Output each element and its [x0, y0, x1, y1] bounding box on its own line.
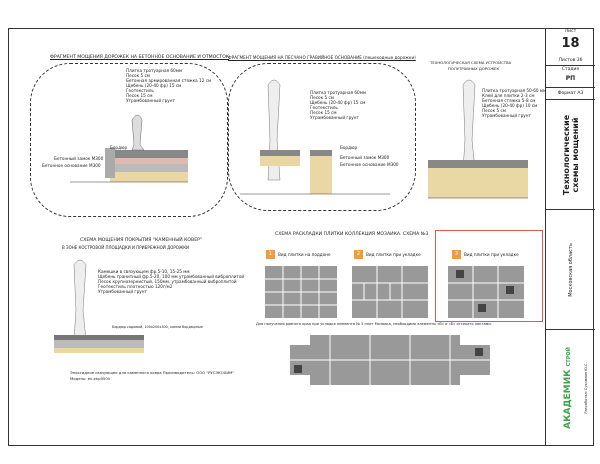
sheet-label: Лист: [564, 29, 577, 34]
section2-layer: Плитка тротуарная 60мм: [310, 90, 367, 95]
section3-title-line2: ПОЛУТРАВНЫХ ДОРОЖЕК: [448, 66, 500, 71]
tile-mosaic-overview: [290, 330, 490, 390]
section4-title-line2: В ЗОНЕ КОСТРОВОЙ ПЛОЩАДКИ И ПРИБРЕЖНОЙ ДОРОЖКИ: [62, 245, 190, 250]
section4-note-line2: Модель: ev-ekp950V: [70, 376, 111, 381]
section2-layer: Песок 5 см: [310, 95, 334, 100]
section4-side-label: Бордюр садовый, 100х200х300, камни бордюрные: [112, 325, 203, 329]
section3-title-line1: ТЕХНОЛОГИЧЕСКАЯ СХЕМА УСТРОЙСТВА: [430, 60, 512, 65]
section2-side-label: Бетонное основание М300: [340, 162, 399, 167]
section2-side-label: Бордюр: [340, 145, 358, 150]
section4-note-line1: Эпоксидное связующее для каменного ковра Производитель: ООО "РУСЭКОХИМ": [70, 370, 235, 375]
section1-layer: Щебень (20-40 фр) 15 см: [126, 83, 182, 88]
logo-text: [563, 347, 573, 429]
region-text: Московская область: [567, 242, 574, 297]
section2-layer: Щебень (20-40 фр) 15 см: [310, 100, 366, 105]
section3-layer: Утрамбованный грунт: [482, 113, 531, 118]
section5-title: СХЕМА РАСКЛАДКИ ПЛИТКИ КОЛЛЕКЦИЯ МОЗАИКА. СХЕМА №3: [275, 232, 429, 237]
section3-layer: Клей для плитки 2-3 см: [482, 93, 535, 98]
section2-layer: Утрамбованный грунт: [310, 115, 359, 120]
section4-layer: Утрамбованный грунт: [98, 289, 147, 294]
stage-label: Стадия: [561, 67, 580, 72]
step-badge-2: 2: [354, 250, 363, 259]
section1-layer: Песок 15 см: [126, 93, 153, 98]
section4-layer: Щебень гранитный фр.5-20, 100 мм утрамбованный виброплитой: [98, 274, 245, 279]
sheets-label: Листов 36: [558, 58, 583, 63]
section4-layer-list: [98, 269, 244, 294]
section1-side-label: Бетонное основание М300: [42, 163, 101, 168]
step-badge-3: 3: [452, 250, 461, 259]
section4-layer: Песок крупнозернистый, 150мм, утрамбованный виброплитой: [98, 279, 237, 284]
section3-layer: Песок 5 см: [482, 108, 506, 113]
tile-pallet-view: [265, 266, 337, 318]
section3-layer: Плитка тротуарная 50-60 мм: [482, 88, 547, 93]
format-label: Формат А3: [557, 91, 584, 96]
section4-layer: Геотекстиль плотностью 120г/м2: [98, 284, 173, 289]
sheet-number: 18: [561, 36, 580, 51]
stage-value: РП: [565, 75, 576, 82]
section1-layer: Плитка тротуарная 60мм: [126, 68, 183, 73]
stage-cell: [546, 66, 595, 88]
section2-layer-list: [310, 90, 366, 120]
sheet-number-cell: [546, 28, 595, 66]
region-cell: [546, 210, 595, 330]
section3-layer-list: [482, 88, 546, 118]
logo-cell: [546, 330, 595, 446]
section1-layer-list: [126, 68, 211, 103]
section1-side-label: Бордюр: [110, 145, 128, 150]
section1-layer: Песок 5 см: [126, 73, 150, 78]
section1-title: ФРАГМЕНТ МОЩЕНИЯ ДОРОЖЕК НА БЕТОННОЕ ОСНОВАНИЕ И ОТМОСТОК: [50, 55, 230, 60]
section5-note: Для получения ровного края при укладке элемента № 3 плит Мозаика, необходимо элементы «В» и «Б» отсекать листами.: [256, 322, 492, 326]
section2-layer: Песок 15 см: [310, 110, 337, 115]
view-label-1: Вид плитки на поддоне: [278, 252, 331, 257]
view-label-2: Вид плитки при укладке: [366, 252, 421, 257]
tile-laying-view: [352, 266, 428, 318]
section1-layer: Бетонная армированная стяжка 12 см: [126, 78, 212, 83]
section3-layer: Бетонная стяжка 5-8 см: [482, 98, 536, 103]
logo-top: АКАДЕМИК: [563, 369, 573, 429]
view-label-3: Вид плитки при укладке: [464, 252, 519, 257]
section2-side-label: Бетонный замок М300: [340, 155, 390, 160]
section2-title: ФРАГМЕНТ МОЩЕНИЯ НА ПЕСЧАНО ГРАВИЙНОЕ ОСНОВАНИЕ (пешеходные дорожки): [228, 55, 416, 60]
step-badge-1: 1: [266, 250, 275, 259]
developer-text: Разработал: Сухомлин Ю.С.: [584, 362, 588, 414]
logo-bottom: СТРОЙ: [566, 347, 572, 367]
section4-layer: Камешки в связующем фр.5-10, 15-25 мм: [98, 269, 190, 274]
section1-side-label: Бетонный замок М300: [54, 156, 104, 161]
section4-title-line1: СХЕМА МОЩЕНИЯ ПОКРЫТИЯ "КАМЕННЫЙ КОВЕР": [80, 238, 202, 243]
section3-layer: Щебень (20-40 фр) 10 см: [482, 103, 538, 108]
tile-laying-view-final: [448, 266, 524, 318]
drawing-title: Технологические схемы мощений: [561, 114, 580, 195]
drawing-title-cell: [546, 100, 595, 210]
section1-layer: Утрамбованный грунт: [126, 98, 175, 103]
section1-layer: Геотекстиль: [126, 88, 154, 93]
title-block: [545, 28, 594, 446]
section2-layer: Геотекстиль: [310, 105, 338, 110]
format-cell: [546, 88, 595, 100]
